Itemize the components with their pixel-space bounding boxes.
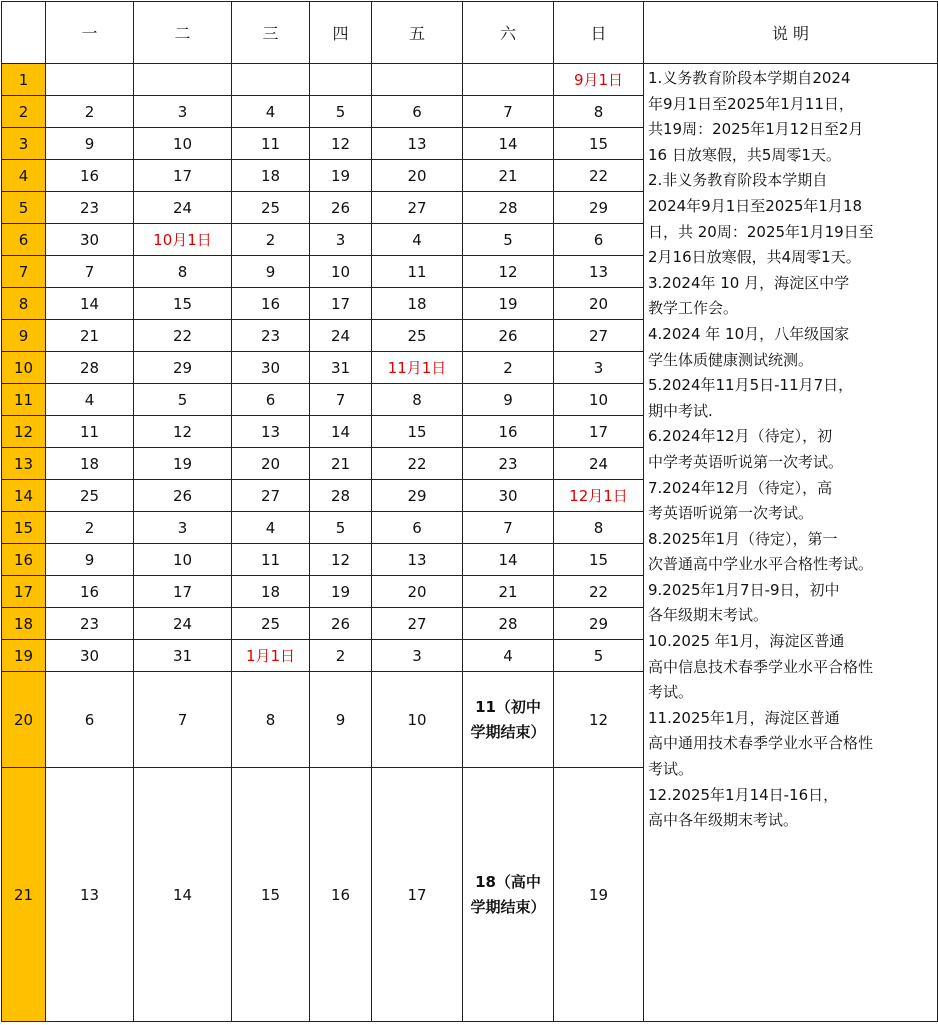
day-cell-thu: 3 bbox=[310, 224, 372, 256]
day-cell-fri: 11月1日 bbox=[372, 352, 463, 384]
note-line: 次普通高中学业水平合格性考试。 bbox=[648, 555, 874, 574]
note-line: 高中通用技术春季学业水平合格性 bbox=[648, 734, 874, 753]
note-line: 2.非义务教育阶段本学期自 bbox=[648, 171, 828, 190]
day-cell-fri: 3 bbox=[372, 640, 463, 672]
day-cell-sat: 19 bbox=[463, 288, 554, 320]
day-cell-sun: 10 bbox=[554, 384, 644, 416]
day-cell-mon: 9 bbox=[46, 544, 134, 576]
week-number: 20 bbox=[2, 672, 46, 768]
note-line: 12.2025年1月14日-16日， bbox=[648, 785, 839, 804]
day-cell-tue bbox=[134, 64, 232, 96]
week-number: 14 bbox=[2, 480, 46, 512]
day-cell-sun: 8 bbox=[554, 512, 644, 544]
weekday-sat: 六 bbox=[463, 2, 554, 64]
week-number: 1 bbox=[2, 64, 46, 96]
week-number: 3 bbox=[2, 128, 46, 160]
weekday-wed: 三 bbox=[232, 2, 310, 64]
note-line: 中学考英语听说第一次考试。 bbox=[648, 452, 844, 471]
day-cell-thu: 5 bbox=[310, 512, 372, 544]
day-cell-sun: 24 bbox=[554, 448, 644, 480]
day-cell-sat: 9 bbox=[463, 384, 554, 416]
day-cell-mon: 16 bbox=[46, 160, 134, 192]
school-calendar-table bbox=[1, 1, 938, 1022]
day-cell-sat: 30 bbox=[463, 480, 554, 512]
week-number: 16 bbox=[2, 544, 46, 576]
note-line: 年9月1日至2025年1月11日， bbox=[648, 94, 854, 113]
day-cell-sun: 15 bbox=[554, 544, 644, 576]
week-number: 12 bbox=[2, 416, 46, 448]
note-line: 考试。 bbox=[648, 760, 694, 779]
day-cell-sat: 7 bbox=[463, 96, 554, 128]
day-cell-fri: 27 bbox=[372, 192, 463, 224]
day-cell-tue: 24 bbox=[134, 608, 232, 640]
day-cell-mon: 23 bbox=[46, 608, 134, 640]
day-cell-sat: 26 bbox=[463, 320, 554, 352]
notes-header: 说 明 bbox=[644, 2, 938, 64]
day-cell-mon: 14 bbox=[46, 288, 134, 320]
day-cell-sun: 29 bbox=[554, 608, 644, 640]
day-cell-mon: 13 bbox=[46, 768, 134, 1022]
day-cell-wed: 2 bbox=[232, 224, 310, 256]
day-cell-mon: 2 bbox=[46, 512, 134, 544]
day-cell-tue: 17 bbox=[134, 576, 232, 608]
week-number: 15 bbox=[2, 512, 46, 544]
day-cell-mon: 23 bbox=[46, 192, 134, 224]
week-number: 17 bbox=[2, 576, 46, 608]
note-line: 高中各年级期末考试。 bbox=[648, 811, 799, 830]
day-cell-sun: 22 bbox=[554, 160, 644, 192]
day-cell-thu: 21 bbox=[310, 448, 372, 480]
day-cell-fri: 6 bbox=[372, 96, 463, 128]
day-cell-sat: 2 bbox=[463, 352, 554, 384]
note-line: 考英语听说第一次考试。 bbox=[648, 504, 814, 523]
day-cell-wed: 11 bbox=[232, 544, 310, 576]
day-cell-fri: 4 bbox=[372, 224, 463, 256]
day-cell-thu: 28 bbox=[310, 480, 372, 512]
day-cell-tue: 12 bbox=[134, 416, 232, 448]
note-line: 7.2024年12月（待定），高 bbox=[648, 478, 833, 497]
week-number: 5 bbox=[2, 192, 46, 224]
day-cell-tue: 10 bbox=[134, 544, 232, 576]
day-cell-mon: 30 bbox=[46, 224, 134, 256]
day-cell-sun: 8 bbox=[554, 96, 644, 128]
day-cell-mon: 25 bbox=[46, 480, 134, 512]
day-cell-thu bbox=[310, 64, 372, 96]
week-number: 9 bbox=[2, 320, 46, 352]
day-cell-sat: 14 bbox=[463, 128, 554, 160]
note-line: 11.2025年1月，海淀区普通 bbox=[648, 708, 840, 727]
day-cell-mon: 7 bbox=[46, 256, 134, 288]
day-cell-wed bbox=[232, 64, 310, 96]
day-cell-wed: 15 bbox=[232, 768, 310, 1022]
day-cell-wed: 11 bbox=[232, 128, 310, 160]
day-cell-tue: 15 bbox=[134, 288, 232, 320]
day-cell-mon: 28 bbox=[46, 352, 134, 384]
day-cell-fri: 18 bbox=[372, 288, 463, 320]
day-cell-wed: 8 bbox=[232, 672, 310, 768]
day-cell-mon: 9 bbox=[46, 128, 134, 160]
week-number: 11 bbox=[2, 384, 46, 416]
day-cell-wed: 18 bbox=[232, 576, 310, 608]
day-cell-wed: 27 bbox=[232, 480, 310, 512]
day-cell-sat: 12 bbox=[463, 256, 554, 288]
day-cell-sun: 9月1日 bbox=[554, 64, 644, 96]
note-line: 共19周：2025年1月12日至2月 bbox=[648, 120, 864, 139]
week-number: 10 bbox=[2, 352, 46, 384]
day-cell-sun: 19 bbox=[554, 768, 644, 1022]
day-cell-sun: 12月1日 bbox=[554, 480, 644, 512]
day-cell-fri: 11 bbox=[372, 256, 463, 288]
notes-panel bbox=[644, 64, 938, 1022]
day-cell-mon: 2 bbox=[46, 96, 134, 128]
day-cell-wed: 18 bbox=[232, 160, 310, 192]
day-cell-tue: 3 bbox=[134, 512, 232, 544]
weekday-tue: 二 bbox=[134, 2, 232, 64]
day-cell-thu: 7 bbox=[310, 384, 372, 416]
note-line: 教学工作会。 bbox=[648, 299, 739, 318]
week-number: 19 bbox=[2, 640, 46, 672]
day-cell-sat: 18（高中 学期结束） bbox=[463, 768, 554, 1022]
day-cell-sat: 4 bbox=[463, 640, 554, 672]
day-cell-tue: 8 bbox=[134, 256, 232, 288]
day-cell-wed: 6 bbox=[232, 384, 310, 416]
day-cell-mon: 16 bbox=[46, 576, 134, 608]
day-cell-sat: 16 bbox=[463, 416, 554, 448]
day-cell-sat: 7 bbox=[463, 512, 554, 544]
week-number: 7 bbox=[2, 256, 46, 288]
day-cell-wed: 4 bbox=[232, 96, 310, 128]
day-cell-thu: 31 bbox=[310, 352, 372, 384]
note-line: 9.2025年1月7日-9日，初中 bbox=[648, 580, 840, 599]
weekday-mon: 一 bbox=[46, 2, 134, 64]
day-cell-sat: 11（初中 学期结束） bbox=[463, 672, 554, 768]
day-cell-wed: 25 bbox=[232, 192, 310, 224]
day-cell-tue: 26 bbox=[134, 480, 232, 512]
day-cell-thu: 16 bbox=[310, 768, 372, 1022]
note-line: 8.2025年1月（待定），第一 bbox=[648, 529, 838, 548]
note-line: 日，共 20周：2025年1月19日至 bbox=[648, 222, 874, 241]
week-number: 18 bbox=[2, 608, 46, 640]
day-cell-sun: 5 bbox=[554, 640, 644, 672]
day-cell-sun: 6 bbox=[554, 224, 644, 256]
day-cell-sat bbox=[463, 64, 554, 96]
day-cell-fri: 20 bbox=[372, 576, 463, 608]
day-cell-mon: 21 bbox=[46, 320, 134, 352]
day-cell-thu: 5 bbox=[310, 96, 372, 128]
day-cell-sat: 21 bbox=[463, 576, 554, 608]
week-number: 2 bbox=[2, 96, 46, 128]
day-cell-sun: 27 bbox=[554, 320, 644, 352]
day-cell-thu: 12 bbox=[310, 128, 372, 160]
day-cell-tue: 22 bbox=[134, 320, 232, 352]
day-cell-wed: 16 bbox=[232, 288, 310, 320]
week-number: 4 bbox=[2, 160, 46, 192]
day-cell-thu: 9 bbox=[310, 672, 372, 768]
day-cell-sun: 20 bbox=[554, 288, 644, 320]
day-cell-mon: 30 bbox=[46, 640, 134, 672]
day-cell-fri: 25 bbox=[372, 320, 463, 352]
day-cell-fri: 8 bbox=[372, 384, 463, 416]
day-cell-thu: 10 bbox=[310, 256, 372, 288]
note-line: 高中信息技术春季学业水平合格性 bbox=[648, 657, 874, 676]
day-cell-wed: 25 bbox=[232, 608, 310, 640]
day-cell-thu: 12 bbox=[310, 544, 372, 576]
day-cell-sun: 29 bbox=[554, 192, 644, 224]
note-line: 各年级期末考试。 bbox=[648, 606, 769, 625]
note-line: 考试。 bbox=[648, 683, 694, 702]
day-cell-fri: 20 bbox=[372, 160, 463, 192]
day-cell-fri: 17 bbox=[372, 768, 463, 1022]
note-line: 10.2025 年1月，海淀区普通 bbox=[648, 632, 845, 651]
day-cell-sun: 15 bbox=[554, 128, 644, 160]
day-cell-fri: 22 bbox=[372, 448, 463, 480]
day-cell-wed: 9 bbox=[232, 256, 310, 288]
calendar-body bbox=[2, 64, 938, 1022]
day-cell-fri: 15 bbox=[372, 416, 463, 448]
day-cell-tue: 7 bbox=[134, 672, 232, 768]
day-cell-fri: 10 bbox=[372, 672, 463, 768]
note-line: 16 日放寒假，共5周零1天。 bbox=[648, 145, 841, 164]
day-cell-tue: 14 bbox=[134, 768, 232, 1022]
note-line: 4.2024 年 10月，八年级国家 bbox=[648, 324, 850, 343]
note-line: 5.2024年11月5日-11月7日， bbox=[648, 376, 854, 395]
day-cell-wed: 23 bbox=[232, 320, 310, 352]
day-cell-fri: 29 bbox=[372, 480, 463, 512]
day-cell-sun: 17 bbox=[554, 416, 644, 448]
day-cell-fri: 6 bbox=[372, 512, 463, 544]
weekday-sun: 日 bbox=[554, 2, 644, 64]
weekday-fri: 五 bbox=[372, 2, 463, 64]
day-cell-sat: 21 bbox=[463, 160, 554, 192]
day-cell-sun: 3 bbox=[554, 352, 644, 384]
week-number: 6 bbox=[2, 224, 46, 256]
day-cell-tue: 5 bbox=[134, 384, 232, 416]
day-cell-sat: 14 bbox=[463, 544, 554, 576]
week-number: 8 bbox=[2, 288, 46, 320]
day-cell-fri: 13 bbox=[372, 128, 463, 160]
day-cell-tue: 3 bbox=[134, 96, 232, 128]
day-cell-sat: 28 bbox=[463, 608, 554, 640]
day-cell-thu: 24 bbox=[310, 320, 372, 352]
day-cell-tue: 24 bbox=[134, 192, 232, 224]
day-cell-wed: 13 bbox=[232, 416, 310, 448]
header-row bbox=[2, 2, 938, 64]
day-cell-tue: 10 bbox=[134, 128, 232, 160]
day-cell-thu: 19 bbox=[310, 160, 372, 192]
day-cell-sat: 5 bbox=[463, 224, 554, 256]
note-line: 6.2024年12月（待定），初 bbox=[648, 427, 833, 446]
day-cell-fri: 27 bbox=[372, 608, 463, 640]
day-cell-thu: 17 bbox=[310, 288, 372, 320]
note-line: 2024年9月1日至2025年1月18 bbox=[648, 196, 863, 215]
day-cell-mon: 18 bbox=[46, 448, 134, 480]
day-cell-sun: 12 bbox=[554, 672, 644, 768]
day-cell-sun: 13 bbox=[554, 256, 644, 288]
day-cell-fri: 13 bbox=[372, 544, 463, 576]
day-cell-thu: 14 bbox=[310, 416, 372, 448]
day-cell-tue: 19 bbox=[134, 448, 232, 480]
note-line: 学生体质健康测试统测。 bbox=[648, 350, 814, 369]
day-cell-sat: 28 bbox=[463, 192, 554, 224]
day-cell-mon: 11 bbox=[46, 416, 134, 448]
day-cell-fri bbox=[372, 64, 463, 96]
day-cell-sun: 22 bbox=[554, 576, 644, 608]
day-cell-tue: 29 bbox=[134, 352, 232, 384]
day-cell-thu: 26 bbox=[310, 608, 372, 640]
day-cell-tue: 10月1日 bbox=[134, 224, 232, 256]
day-cell-wed: 20 bbox=[232, 448, 310, 480]
day-cell-thu: 19 bbox=[310, 576, 372, 608]
day-cell-mon: 4 bbox=[46, 384, 134, 416]
day-cell-tue: 31 bbox=[134, 640, 232, 672]
corner-cell bbox=[2, 2, 46, 64]
day-cell-mon bbox=[46, 64, 134, 96]
week-number: 13 bbox=[2, 448, 46, 480]
day-cell-mon: 6 bbox=[46, 672, 134, 768]
day-cell-thu: 26 bbox=[310, 192, 372, 224]
note-line: 1.义务教育阶段本学期自2024 bbox=[648, 69, 851, 87]
note-line: 2月16日放寒假，共4周零1天。 bbox=[648, 248, 861, 267]
week-number: 21 bbox=[2, 768, 46, 1022]
day-cell-wed: 1月1日 bbox=[232, 640, 310, 672]
note-line: 3.2024年 10 月，海淀区中学 bbox=[648, 273, 850, 292]
day-cell-tue: 17 bbox=[134, 160, 232, 192]
note-line: 期中考试. bbox=[648, 401, 713, 420]
day-cell-sat: 23 bbox=[463, 448, 554, 480]
day-cell-wed: 4 bbox=[232, 512, 310, 544]
weekday-thu: 四 bbox=[310, 2, 372, 64]
day-cell-wed: 30 bbox=[232, 352, 310, 384]
day-cell-thu: 2 bbox=[310, 640, 372, 672]
week-row bbox=[2, 64, 938, 96]
